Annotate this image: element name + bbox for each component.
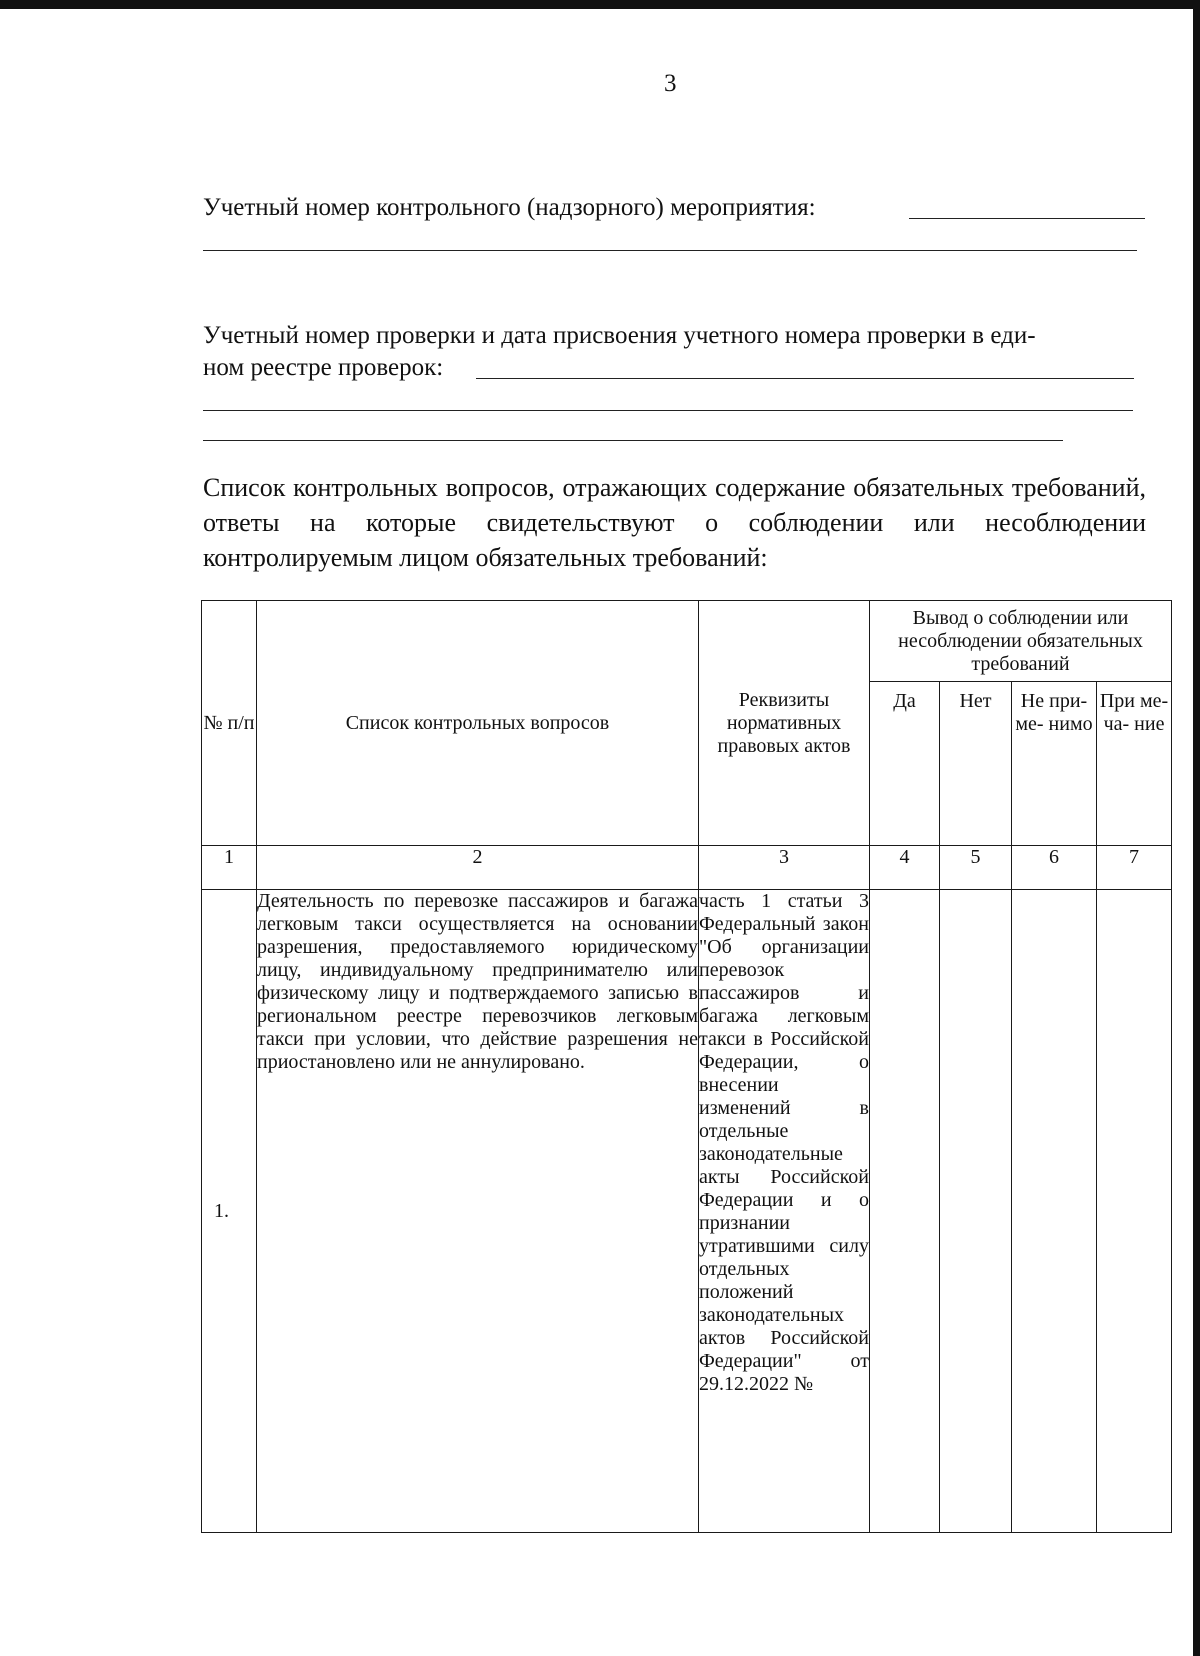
header-conclusion: Вывод о соблюдении или несоблюдении обязательных требований — [870, 601, 1172, 682]
header-note: При ме- ча- ние — [1097, 682, 1172, 846]
checklist-table — [201, 600, 1172, 1533]
control-event-number-blank-line2[interactable] — [203, 250, 1137, 251]
answer-not-applicable-cell[interactable] — [1012, 890, 1097, 1533]
header-questions: Список контрольных вопросов — [257, 601, 699, 846]
note-cell[interactable] — [1097, 890, 1172, 1533]
inspection-number-label-line2: ном реестре проверок: — [203, 354, 444, 381]
row-number: 1. — [202, 890, 257, 1533]
scan-border-right — [1193, 0, 1200, 1656]
column-number: 4 — [870, 846, 940, 890]
control-event-number-label: Учетный номер контрольного (надзорного) мероприятия: — [203, 194, 816, 221]
table-row — [202, 890, 1172, 1533]
scan-border-top — [0, 0, 1200, 9]
column-number: 1 — [202, 846, 257, 890]
control-question: Деятельность по перевозке пассажиров и багажа легковым такси осуществляется на основании разрешения, предоставляемого юридическому лицу, индивидуальному предпринимателю или физическому лицу и подтверждаемого записью в региональном реестре перевозчиков легковым такси при условии, что действие разрешения не приостановлено или не аннулировано. — [257, 890, 699, 1533]
page-number: 3 — [664, 70, 677, 97]
header-not-applicable: Не при- ме- нимо — [1012, 682, 1097, 846]
answer-yes-cell[interactable] — [870, 890, 940, 1533]
column-number: 2 — [257, 846, 699, 890]
inspection-number-label-line1: Учетный номер проверки и дата присвоения учетного номера проверки в еди- — [203, 322, 1036, 349]
header-requisites: Реквизиты нормативных правовых актов — [699, 601, 870, 846]
control-event-number-blank[interactable] — [909, 218, 1145, 219]
inspection-number-blank-line3[interactable] — [203, 440, 1063, 441]
column-number: 6 — [1012, 846, 1097, 890]
inspection-number-blank[interactable] — [476, 378, 1134, 379]
header-yes: Да — [870, 682, 940, 846]
header-num: № п/п — [202, 601, 257, 846]
answer-no-cell[interactable] — [940, 890, 1012, 1533]
legal-requisites: часть 1 статьи 3 Федеральный закон "Об организации перевозок пассажиров и багажа легковым такси в Российской Федерации, о внесении изменений в отдельные законодательные акты Российской Федерации и о признании утратившими силу отдельных положений законодательных актов Российской Федерации" от 29.12.2022 № — [699, 890, 870, 1533]
column-number: 3 — [699, 846, 870, 890]
checklist-intro: Список контрольных вопросов, отражающих содержание обязательных требований, ответы на которые свидетельствуют о соблюдении или несоблюдении контролируемым лицом обязательных требований: — [203, 473, 1146, 572]
column-number: 5 — [940, 846, 1012, 890]
header-no: Нет — [940, 682, 1012, 846]
inspection-number-blank-line2[interactable] — [203, 410, 1133, 411]
column-number: 7 — [1097, 846, 1172, 890]
